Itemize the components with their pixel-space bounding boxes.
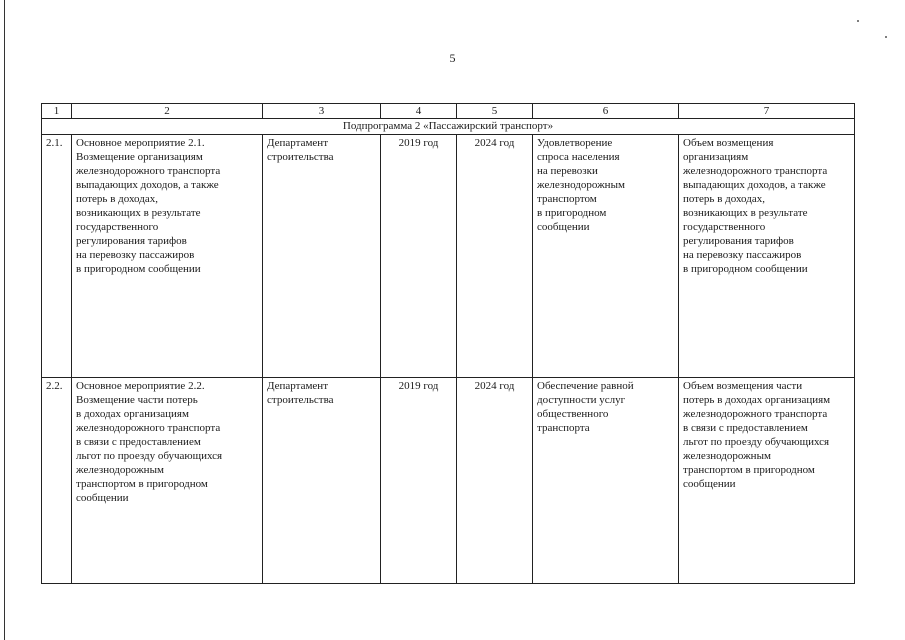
column-number: 7 bbox=[679, 104, 855, 119]
start-year-cell: 2019 год bbox=[381, 135, 457, 378]
end-year-cell: 2024 год bbox=[457, 135, 533, 378]
column-number: 5 bbox=[457, 104, 533, 119]
executor-cell: Департамент строительства bbox=[263, 377, 381, 583]
scan-speck bbox=[885, 36, 887, 38]
table-row bbox=[42, 377, 855, 583]
column-number: 2 bbox=[72, 104, 263, 119]
indicator-cell: Объем возмещения организациям железнодорожного транспорта выпадающих доходов, а также потерь в доходах, возникающих в результате государственного регулирования тарифов на перевозку пассажиров в пригородном сообщении bbox=[679, 135, 855, 378]
executor-cell: Департамент строительства bbox=[263, 135, 381, 378]
table-row bbox=[42, 135, 855, 378]
measure-cell: Основное мероприятие 2.2. Возмещение части потерь в доходах организациям железнодорожного транспорта в связи с предоставлением льгот по проезду обучающихся железнодорожным транспортом в пригородном сообщении bbox=[72, 377, 263, 583]
column-number: 1 bbox=[42, 104, 72, 119]
subprogram-row bbox=[42, 119, 855, 135]
indicator-cell: Объем возмещения части потерь в доходах организациям железнодорожного транспорта в связи с предоставлением льгот по проезду обучающихся железнодорожным транспортом в пригородном сообщении bbox=[679, 377, 855, 583]
column-number: 6 bbox=[533, 104, 679, 119]
measure-cell: Основное мероприятие 2.1. Возмещение организациям железнодорожного транспорта выпадающих доходов, а также потерь в доходах, возникающих в результате государственного регулирования тарифов на перевозку пассажиров в пригородном сообщении bbox=[72, 135, 263, 378]
end-year-cell: 2024 год bbox=[457, 377, 533, 583]
column-number-row bbox=[42, 104, 855, 119]
scan-left-margin-line bbox=[4, 0, 5, 640]
program-measures-table bbox=[41, 103, 855, 584]
row-number: 2.1. bbox=[42, 135, 72, 378]
row-number: 2.2. bbox=[42, 377, 72, 583]
subprogram-title: Подпрограмма 2 «Пассажирский транспорт» bbox=[42, 119, 855, 135]
scan-speck bbox=[857, 20, 859, 22]
result-cell: Обеспечение равной доступности услуг общественного транспорта bbox=[533, 377, 679, 583]
page-number: 5 bbox=[449, 51, 456, 65]
column-number: 3 bbox=[263, 104, 381, 119]
start-year-cell: 2019 год bbox=[381, 377, 457, 583]
column-number: 4 bbox=[381, 104, 457, 119]
result-cell: Удовлетворение спроса населения на перевозки железнодорожным транспортом в пригородном сообщении bbox=[533, 135, 679, 378]
